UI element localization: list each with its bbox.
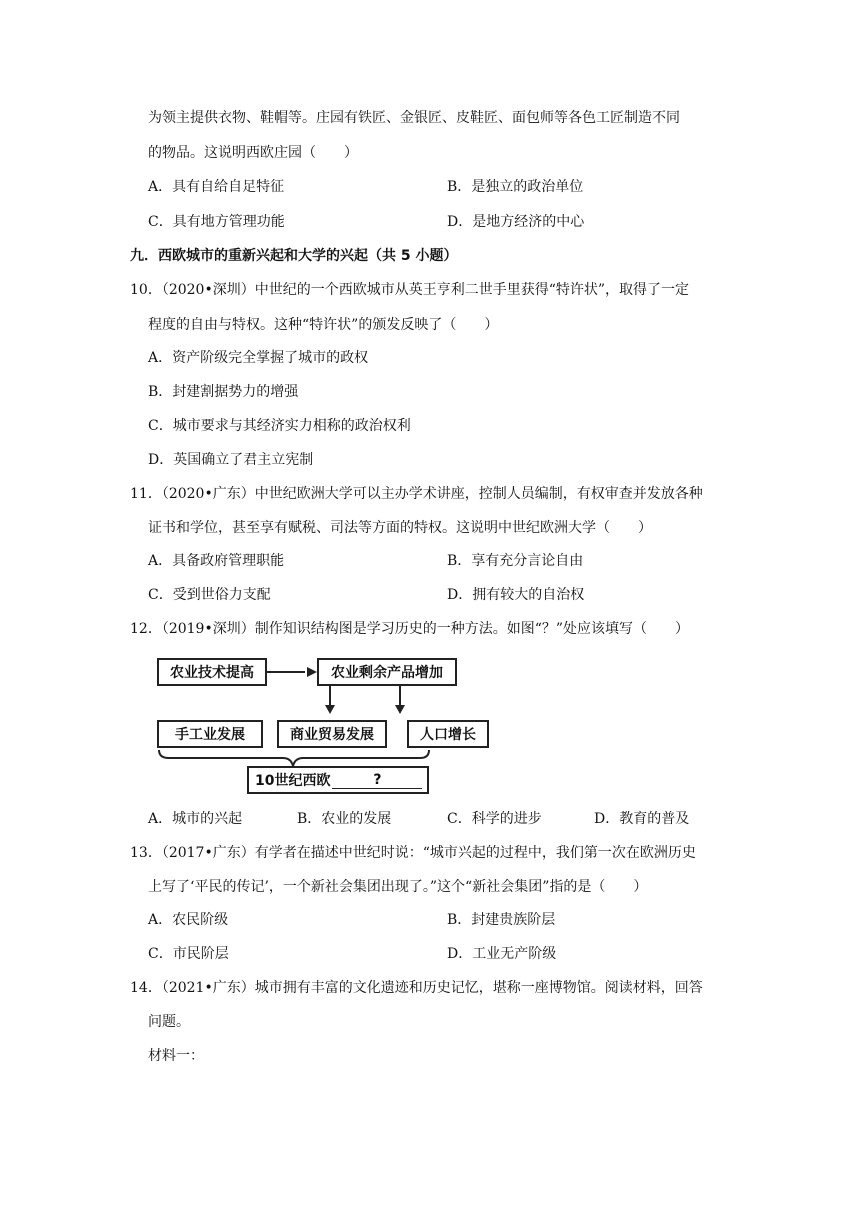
question-text: 上写了‘平民的传记’，一个新社会集团出现了。”这个“新社会集团”指的是（ ） [148,879,648,895]
option-c: C．具有地方管理功能 [148,214,285,230]
option-d: D．教育的普及 [594,811,690,827]
option-d: D．拥有较大的自治权 [447,587,585,603]
option-a: A．城市的兴起 [148,811,243,827]
question-text: 14．（2021•广东）城市拥有丰富的文化遗迹和历史记忆，堪称一座博物馆。阅读材料，回答 [130,980,703,996]
diagram-box-handicraft: 手工业发展 [157,720,263,748]
option-a: A．具备政府管理职能 [148,553,285,569]
option-b: B．封建贵族阶层 [447,912,556,928]
option-d: D．工业无产阶级 [447,946,557,962]
option-c: C．受到世俗力支配 [148,587,271,603]
question-text: 问题。 [148,1014,190,1030]
text-line: 的物品。这说明西欧庄园（ ） [148,145,358,161]
section-heading: 九．西欧城市的重新兴起和大学的兴起（共 5 小题） [130,248,458,264]
option-c: C．市民阶层 [148,946,229,962]
option-b: B．是独立的政治单位 [447,179,584,195]
question-text: 11．（2020•广东）中世纪欧洲大学可以主办学术讲座，控制人员编制，有权审查并发放各种 [130,486,703,502]
option-d: D．是地方经济的中心 [447,214,585,230]
option-c: C．科学的进步 [447,811,542,827]
text-line: 为领主提供衣物、鞋帽等。庄园有铁匠、金银匠、皮鞋匠、面包师等各色工匠制造不同 [148,110,680,126]
diagram-question-mark: ? [332,772,422,789]
option-b: B．农业的发展 [297,811,392,827]
diagram-box-commerce: 商业贸易发展 [277,720,387,748]
diagram-box-agri-surplus: 农业剩余产品增加 [317,658,457,686]
option-d: D．英国确立了君主立宪制 [148,452,314,468]
option-a: A．具有自给自足特征 [148,179,285,195]
question-text: 证书和学位，甚至享有赋税、司法等方面的特权。这说明中世纪欧洲大学（ ） [148,520,652,536]
option-a: A．农民阶级 [148,912,229,928]
diagram-result-prefix: 10世纪西欧 [255,773,331,789]
diagram-box-population: 人口增长 [407,720,489,748]
option-b: B．享有充分言论自由 [447,553,584,569]
option-b: B．封建割据势力的增强 [148,384,299,400]
knowledge-structure-diagram [155,652,476,794]
question-text: 10．（2020•深圳）中世纪的一个西欧城市从英王亨利二世手里获得“特许状”，取得了一定 [130,282,690,298]
question-text: 12．（2019•深圳）制作知识结构图是学习历史的一种方法。如图“？”处应该填写（ ） [130,621,690,637]
question-text: 程度的自由与特权。这种“特许状”的颁发反映了（ ） [148,317,499,333]
diagram-box-agri-tech: 农业技术提高 [157,658,267,686]
option-c: C．城市要求与其经济实力相称的政治权利 [148,418,411,434]
diagram-box-result [247,766,429,794]
material-label: 材料一： [148,1048,204,1064]
question-text: 13．（2017•广东）有学者在描述中世纪时说：“城市兴起的过程中，我们第一次在欧洲历史 [130,845,696,861]
option-a: A．资产阶级完全掌握了城市的政权 [148,350,369,366]
